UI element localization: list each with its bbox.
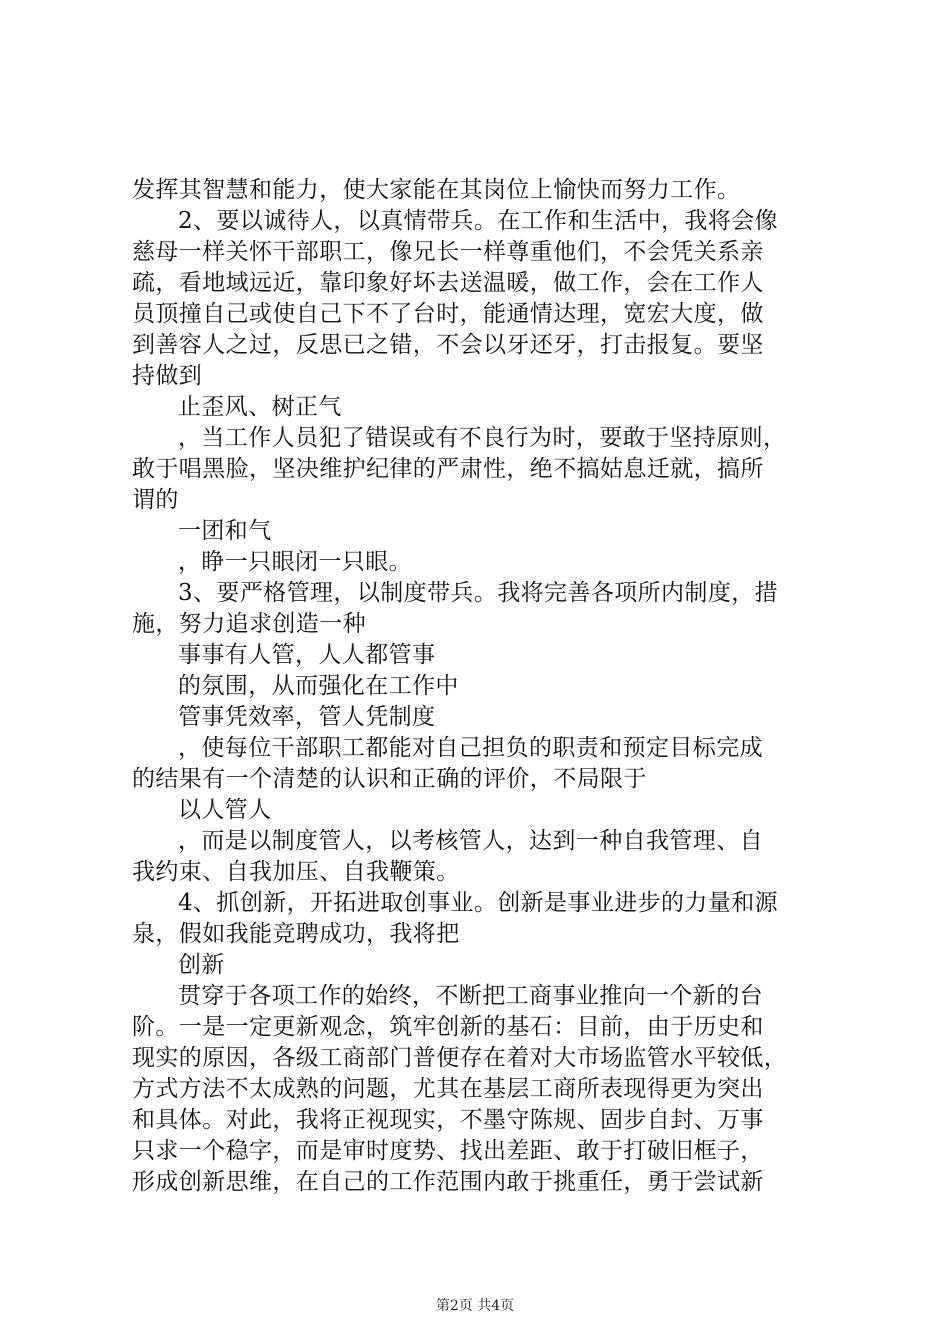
text-line: 到善容人之过，反思已之错，不会以牙还牙，打击报复。要坚 — [132, 332, 764, 358]
text-line: ，而是以制度管人，以考核管人，达到一种自我管理、自 — [178, 828, 763, 854]
text-line: 施，努力追求创造一种 — [132, 611, 366, 637]
text-line: 的结果有一个清楚的认识和正确的评价，不局限于 — [132, 766, 647, 792]
text-line: 3、要严格管理，以制度带兵。我将完善各项所内制度，措 — [178, 580, 779, 606]
text-line: 4、抓创新，开拓进取创事业。创新是事业进步的力量和源 — [178, 890, 779, 916]
text-line: ，睁一只眼闭一只眼。 — [178, 549, 412, 575]
text-line: 员顶撞自己或使自己下不了台时，能通情达理，宽宏大度，做 — [132, 301, 764, 327]
text-line: 我约束、自我加压、自我鞭策。 — [132, 859, 460, 885]
text-line: 慈母一样关怀干部职工，像兄长一样尊重他们，不会凭关系亲 — [132, 239, 764, 265]
text-line: 持做到 — [132, 363, 203, 389]
text-line: 贯穿于各项工作的始终，不断把工商事业推向一个新的台 — [178, 983, 763, 1009]
text-line: 管事凭效率，管人凭制度 — [178, 704, 436, 730]
text-line: 方式方法不太成熟的问题，尤其在基层工商所表现得更为突出 — [132, 1076, 764, 1102]
text-line: 疏，看地域远近，靠印象好坏去送温暖，做工作，会在工作人 — [132, 270, 764, 296]
text-line: 只求一个稳字，而是审时度势、找出差距、敢于打破旧框子， — [132, 1138, 764, 1164]
text-line: 现实的原因，各级工商部门普便存在着对大市场监管水平较低， — [132, 1045, 788, 1071]
text-line: 形成创新思维，在自己的工作范围内敢于挑重任，勇于尝试新 — [132, 1169, 764, 1195]
text-line: 敢于唱黑脸，坚决维护纪律的严肃性，绝不搞姑息迁就，搞所 — [132, 456, 764, 482]
text-line: 谓的 — [132, 487, 179, 513]
text-line: ，当工作人员犯了错误或有不良行为时，要敢于坚持原则， — [178, 425, 787, 451]
text-line: ，使每位干部职工都能对自己担负的职责和预定目标完成 — [178, 735, 763, 761]
text-line: 事事有人管，人人都管事 — [178, 642, 436, 668]
text-line: 一团和气 — [178, 518, 272, 544]
text-line: 发挥其智慧和能力，使大家能在其岗位上愉快而努力工作。 — [132, 177, 741, 203]
text-line: 创新 — [178, 952, 225, 978]
text-line: 泉，假如我能竞聘成功，我将把 — [132, 921, 460, 947]
text-line: 以人管人 — [178, 797, 272, 823]
text-line: 2、要以诚待人，以真情带兵。在工作和生活中，我将会像 — [178, 208, 779, 234]
page-number-footer: 第2页 共4页 — [435, 1298, 515, 1314]
text-line: 和具体。对此，我将正视现实，不墨守陈规、固步自封、万事 — [132, 1107, 764, 1133]
text-line: 止歪风、树正气 — [178, 394, 342, 420]
text-line: 的氛围，从而强化在工作中 — [178, 673, 459, 699]
text-line: 阶。一是一定更新观念，筑牢创新的基石：目前，由于历史和 — [132, 1014, 764, 1040]
